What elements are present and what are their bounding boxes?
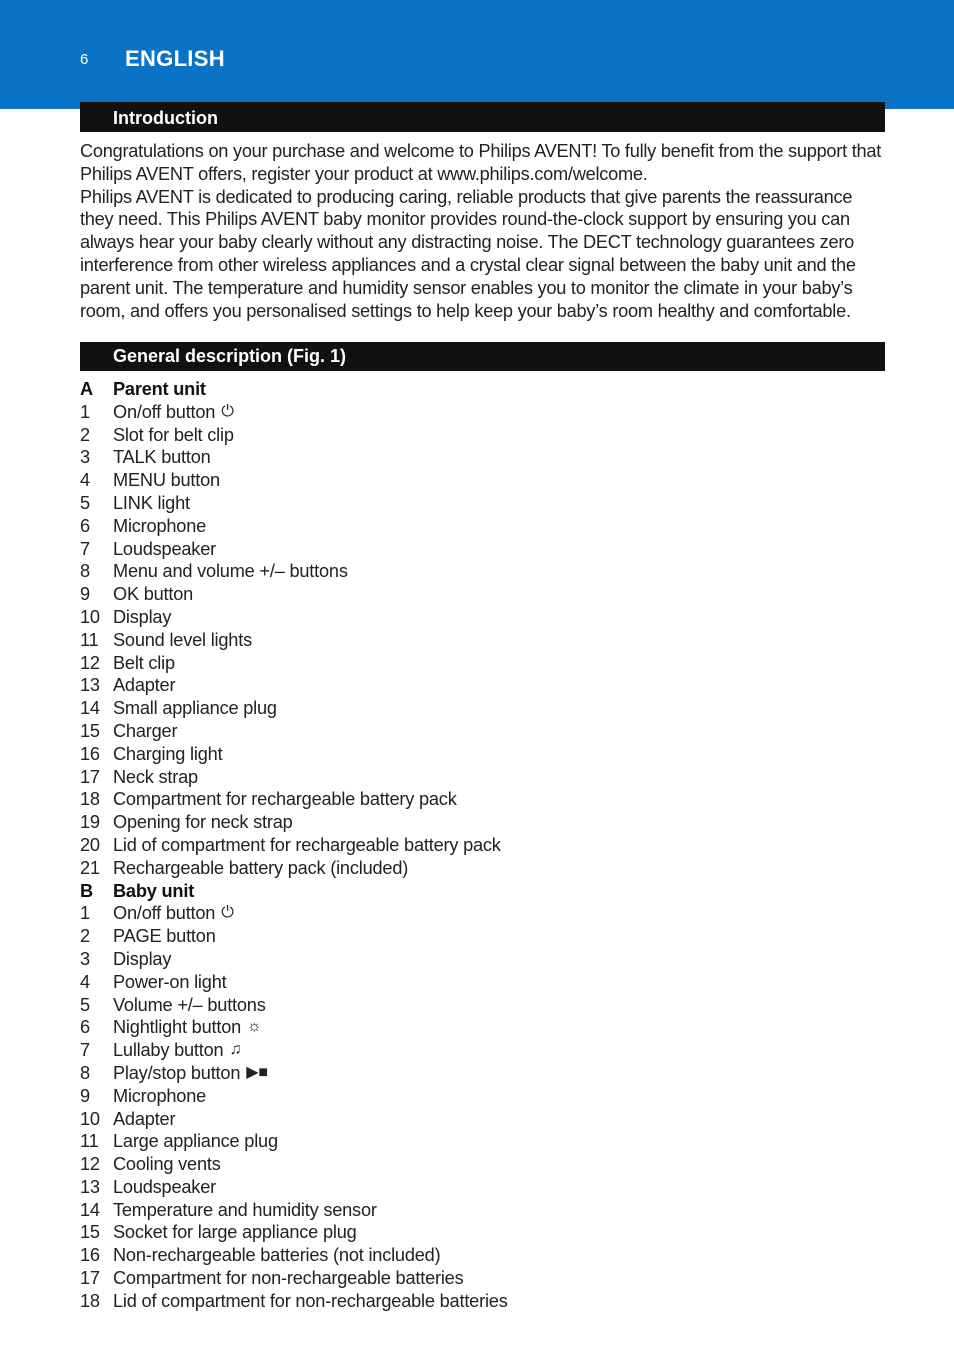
item-number: 11 xyxy=(80,629,99,650)
item-number: 13 xyxy=(80,1176,100,1197)
list-item xyxy=(80,1062,880,1085)
item-label: Nightlight button xyxy=(113,1017,242,1038)
item-label: Power-on light xyxy=(113,971,227,992)
item-number: 1 xyxy=(80,401,90,422)
list-item xyxy=(80,1130,880,1153)
introduction-text xyxy=(80,140,890,322)
item-label: Microphone xyxy=(113,1085,207,1106)
item-number: 20 xyxy=(80,834,100,855)
list-item xyxy=(80,1267,880,1290)
item-number: 3 xyxy=(80,447,90,468)
item-number: 10 xyxy=(80,606,100,627)
list-item xyxy=(80,1176,880,1199)
list-item xyxy=(80,766,880,789)
item-number: 8 xyxy=(80,1062,90,1083)
item-number: 12 xyxy=(80,1154,100,1175)
list-item xyxy=(80,1244,880,1267)
item-label: Menu and volume +/– buttons xyxy=(113,561,348,582)
item-number: 13 xyxy=(80,675,100,696)
power-icon: ⏻ xyxy=(221,904,234,922)
item-label: Non-rechargeable batteries (not included) xyxy=(113,1245,441,1266)
list-item xyxy=(80,971,880,994)
list-item xyxy=(80,538,880,561)
item-label: LINK light xyxy=(113,492,190,513)
item-label: Microphone xyxy=(113,515,207,536)
list-item xyxy=(80,1039,880,1062)
baby-unit-list xyxy=(80,902,880,1312)
list-item xyxy=(80,857,880,880)
item-number: 6 xyxy=(80,515,90,536)
item-label: Loudspeaker xyxy=(113,1176,216,1197)
item-label: Large appliance plug xyxy=(113,1131,278,1152)
item-number: 10 xyxy=(80,1108,100,1129)
item-label: Compartment for non-rechargeable batteries xyxy=(113,1268,464,1289)
group-title: Baby unit xyxy=(113,880,195,901)
item-number: 21 xyxy=(80,857,100,878)
page-number: 6 xyxy=(80,51,89,68)
item-number: 4 xyxy=(80,971,90,992)
item-label: Lid of compartment for rechargeable battery pack xyxy=(113,834,501,855)
item-number: 1 xyxy=(80,903,90,924)
item-label: Display xyxy=(113,606,172,627)
list-item xyxy=(80,1108,880,1131)
item-number: 14 xyxy=(80,1199,100,1220)
page-header-bar xyxy=(0,0,954,109)
item-number: 18 xyxy=(80,789,100,810)
list-item xyxy=(80,1016,880,1039)
item-label: MENU button xyxy=(113,470,220,491)
item-label: Neck strap xyxy=(113,766,198,787)
intro-paragraph: Philips AVENT is dedicated to producing caring, reliable products that give parents the reassurance they need. This Philips AVENT baby monitor provides round-the-clock support by ensuring you can always hear your baby clearly without any distracting noise. The DECT technology guarantees zero interference from other wireless appliances and a crystal clear signal between the baby unit and the parent unit. The temperature and humidity sensor enables you to monitor the climate in your baby’s room, and offers you personalised settings to help keep your baby’s room healthy and comfortable. xyxy=(80,186,856,321)
list-item xyxy=(80,469,880,492)
item-number: 11 xyxy=(80,1131,99,1152)
item-label: Opening for neck strap xyxy=(113,812,293,833)
item-label: Charger xyxy=(113,720,178,741)
item-label: Lid of compartment for non-rechargeable batteries xyxy=(113,1290,508,1311)
item-label: PAGE button xyxy=(113,926,216,947)
list-item xyxy=(80,560,880,583)
list-item xyxy=(80,674,880,697)
list-item xyxy=(80,1085,880,1108)
item-number: 7 xyxy=(80,538,90,559)
list-item xyxy=(80,697,880,720)
item-label: Display xyxy=(113,948,172,969)
item-label: Cooling vents xyxy=(113,1154,221,1175)
item-number: 2 xyxy=(80,424,90,445)
list-item xyxy=(80,401,880,424)
list-item xyxy=(80,834,880,857)
item-label: TALK button xyxy=(113,447,211,468)
list-item xyxy=(80,583,880,606)
intro-paragraph: Congratulations on your purchase and welcome to Philips AVENT! To fully benefit from the support that Philips AVENT offers, register your product at www.philips.com/welcome. xyxy=(80,141,882,184)
item-number: 4 xyxy=(80,470,90,491)
list-item xyxy=(80,811,880,834)
list-item xyxy=(80,902,880,925)
item-number: 18 xyxy=(80,1290,100,1311)
item-number: 5 xyxy=(80,492,90,513)
item-label: Small appliance plug xyxy=(113,698,277,719)
item-label: Loudspeaker xyxy=(113,538,216,559)
list-item xyxy=(80,515,880,538)
section-heading-general-description: General description (Fig. 1) xyxy=(80,342,885,371)
item-number: 8 xyxy=(80,561,90,582)
item-label: Slot for belt clip xyxy=(113,424,234,445)
parts-list xyxy=(80,378,880,1313)
item-label: On/off button xyxy=(113,401,216,422)
list-item xyxy=(80,788,880,811)
item-number: 7 xyxy=(80,1040,90,1061)
item-label: Belt clip xyxy=(113,652,175,673)
item-label: Adapter xyxy=(113,675,176,696)
item-number: 15 xyxy=(80,720,100,741)
music-note-icon: ♫ xyxy=(229,1041,242,1059)
power-icon: ⏻ xyxy=(221,402,234,420)
list-item xyxy=(80,948,880,971)
group-letter: B xyxy=(80,880,93,901)
item-label: Temperature and humidity sensor xyxy=(113,1199,377,1220)
item-number: 17 xyxy=(80,1268,100,1289)
item-number: 12 xyxy=(80,652,100,673)
item-label: Charging light xyxy=(113,743,223,764)
play-stop-icon: ▶■ xyxy=(246,1063,268,1081)
item-label: Sound level lights xyxy=(113,629,252,650)
list-item xyxy=(80,446,880,469)
list-item xyxy=(80,492,880,515)
item-number: 16 xyxy=(80,743,100,764)
baby-unit-heading xyxy=(80,880,880,903)
item-number: 16 xyxy=(80,1245,100,1266)
item-number: 2 xyxy=(80,926,90,947)
item-label: On/off button xyxy=(113,903,216,924)
list-item xyxy=(80,652,880,675)
list-item xyxy=(80,424,880,447)
section-heading-introduction: Introduction xyxy=(80,102,885,132)
group-title: Parent unit xyxy=(113,379,206,399)
parent-unit-heading xyxy=(80,378,880,401)
list-item xyxy=(80,606,880,629)
item-label: Volume +/– buttons xyxy=(113,994,266,1015)
item-number: 3 xyxy=(80,948,90,969)
item-label: Socket for large appliance plug xyxy=(113,1222,357,1243)
list-item xyxy=(80,743,880,766)
item-number: 19 xyxy=(80,812,100,833)
item-number: 15 xyxy=(80,1222,100,1243)
language-heading: ENGLISH xyxy=(125,46,225,71)
item-number: 9 xyxy=(80,1085,90,1106)
item-number: 6 xyxy=(80,1017,90,1038)
list-item xyxy=(80,1153,880,1176)
item-number: 17 xyxy=(80,766,100,787)
item-number: 9 xyxy=(80,584,90,605)
item-label: Adapter xyxy=(113,1108,176,1129)
list-item xyxy=(80,1221,880,1244)
list-item xyxy=(80,1199,880,1222)
item-number: 5 xyxy=(80,994,90,1015)
parent-unit-list xyxy=(80,401,880,880)
list-item xyxy=(80,1290,880,1313)
item-label: Lullaby button xyxy=(113,1040,224,1061)
item-number: 14 xyxy=(80,698,100,719)
group-letter: A xyxy=(80,379,93,399)
list-item xyxy=(80,720,880,743)
list-item xyxy=(80,925,880,948)
nightlight-icon: ☼ xyxy=(247,1018,262,1036)
item-label: Rechargeable battery pack (included) xyxy=(113,857,409,878)
item-label: Play/stop button xyxy=(113,1062,241,1083)
list-item xyxy=(80,994,880,1017)
item-label: Compartment for rechargeable battery pack xyxy=(113,789,457,810)
list-item xyxy=(80,629,880,652)
item-label: OK button xyxy=(113,584,194,605)
